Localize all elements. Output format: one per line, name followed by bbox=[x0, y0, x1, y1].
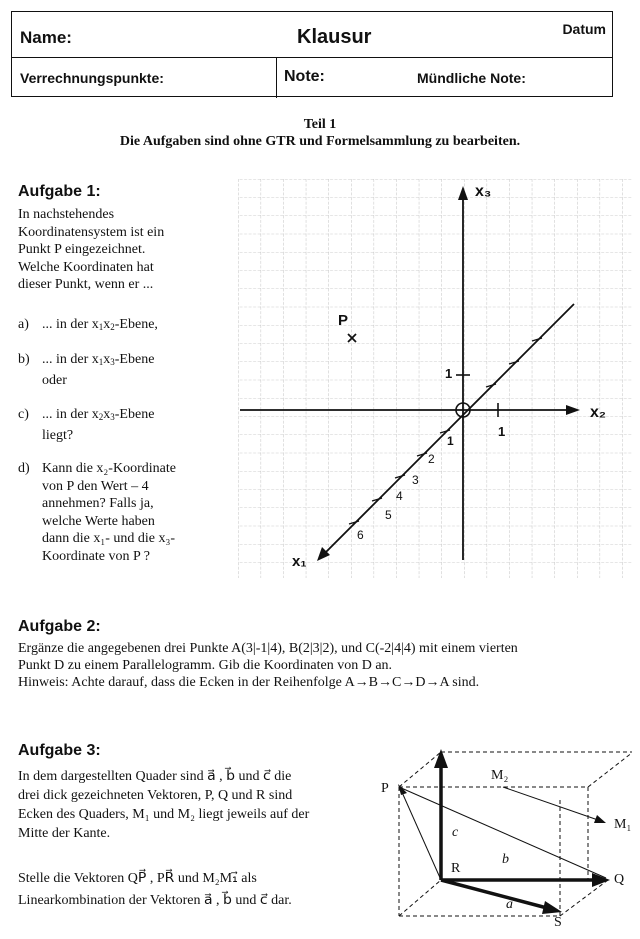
label-s: S bbox=[554, 915, 562, 930]
task2-line: Hinweis: Achte darauf, dass die Ecken in der Reihenfolge A→B→C→D→A sind. bbox=[18, 675, 480, 690]
graph-paper bbox=[238, 179, 632, 578]
task1-item-c-text: ... in der $x_2x_3$-Ebene liegt? bbox=[42, 407, 155, 443]
x1-tick-label: 2 bbox=[428, 452, 435, 466]
intro-line: Welche Koordinaten hat bbox=[18, 259, 154, 275]
task1-item-a-marker: a) bbox=[18, 317, 29, 332]
line-r-to-p bbox=[401, 790, 441, 880]
oral-grade-field-label: Mündliche Note: bbox=[417, 70, 526, 86]
task1-item-b-marker: b) bbox=[18, 352, 30, 367]
x2-tick-label: 1 bbox=[498, 424, 506, 439]
label-vector-a: a⃗ bbox=[506, 897, 524, 912]
task3-text bbox=[18, 767, 309, 843]
header-table bbox=[11, 11, 613, 97]
m1-arrowhead bbox=[594, 815, 606, 823]
task2-line: Punkt D zu einem Parallelogramm. Gib die Koordinaten von D an. bbox=[18, 658, 393, 673]
task3-line: Mitte der Kante. bbox=[18, 826, 111, 841]
task3-line: In dem dargestellten Quader sind a⃗ , b⃗ und c⃗ die bbox=[18, 769, 292, 784]
point-p-label: P bbox=[338, 312, 349, 329]
header-divider bbox=[276, 58, 277, 98]
task1-item-a-text: ... in der $x_1x_2$-Ebene, bbox=[42, 317, 158, 332]
task3-heading: Aufgabe 3: bbox=[18, 742, 101, 759]
task3-instruction-line: Stelle die Vektoren QP⃗ , PR⃗ und M₂M₁⃗ als bbox=[18, 871, 257, 886]
label-vector-c: c⃗ bbox=[452, 825, 470, 840]
points-field-label: Verrechnungspunkte: bbox=[20, 70, 164, 86]
task2-text bbox=[18, 640, 518, 691]
name-field-label: Name: bbox=[20, 28, 72, 47]
task3-line: drei dick gezeichneten Vektoren, P, Q und R sind bbox=[18, 788, 293, 803]
exam-title: Klausur bbox=[297, 26, 372, 48]
vector-a-arrowhead bbox=[542, 901, 562, 914]
x1-tick-label: 5 bbox=[385, 508, 392, 522]
part-subtitle: Die Aufgaben sind ohne GTR und Formelsammlung zu bearbeiten. bbox=[119, 134, 521, 149]
task1-intro bbox=[18, 206, 164, 294]
intro-line: In nachstehendes bbox=[18, 207, 115, 222]
task1-heading: Aufgabe 1: bbox=[18, 183, 101, 200]
task1-item-b-text: ... in der $x_1x_3$-Ebene oder bbox=[42, 352, 155, 388]
label-q: Q bbox=[614, 872, 625, 887]
task1-item-d-marker: d) bbox=[18, 461, 30, 476]
task3-instruction bbox=[18, 868, 292, 912]
label-m2: M₂ bbox=[491, 768, 509, 783]
task2-line: Ergänze die angegebenen drei Punkte A(3|-1|4), B(2|3|2), und C(-2|4|4) mit einem vierten bbox=[18, 641, 518, 656]
label-m1: M₁ bbox=[614, 817, 632, 832]
label-r: R bbox=[451, 861, 461, 876]
x1-tick-label: 4 bbox=[396, 489, 403, 503]
date-field-label: Datum bbox=[562, 21, 606, 37]
vector-c-arrowhead bbox=[434, 749, 448, 768]
x2-axis-label: x₂ bbox=[590, 404, 607, 421]
task2-heading: Aufgabe 2: bbox=[18, 618, 101, 635]
task1-item-d-text: Kann die x₂-Koordinate von P den Wert – 4 annehmen? Falls ja, welche Werte haben dann die x₁- und die x₃- Koordinate von P ? bbox=[42, 461, 176, 564]
task1-item-c-marker: c) bbox=[18, 407, 29, 422]
part-title: Teil 1 bbox=[303, 117, 337, 132]
grade-field-label: Note: bbox=[284, 68, 325, 85]
x1-tick-label: 6 bbox=[357, 528, 364, 542]
task3-instruction-line: Linearkombination der Vektoren a⃗ , b⃗ und c⃗ dar. bbox=[18, 893, 292, 908]
x1-tick-label: 1 bbox=[447, 434, 454, 448]
label-p: P bbox=[381, 781, 389, 796]
x1-axis-label: x₁ bbox=[292, 553, 307, 570]
label-vector-b: b⃗ bbox=[502, 852, 520, 867]
intro-line: dieser Punkt, wenn er ... bbox=[18, 277, 154, 292]
x3-axis-label: x₃ bbox=[475, 183, 492, 200]
intro-line: Punkt P eingezeichnet. bbox=[18, 242, 146, 257]
line-m2-to-m1 bbox=[503, 787, 598, 820]
x1-tick-label: 3 bbox=[412, 473, 419, 487]
cuboid-dashed-edges bbox=[399, 752, 632, 916]
vector-a bbox=[441, 880, 547, 908]
intro-line: Koordinatensystem ist ein bbox=[18, 224, 165, 240]
x3-tick-label: 1 bbox=[445, 366, 453, 381]
task3-line: Ecken des Quaders, M₁ und M₂ liegt jeweils auf der bbox=[18, 807, 310, 822]
coordinate-system-figure bbox=[236, 176, 634, 582]
